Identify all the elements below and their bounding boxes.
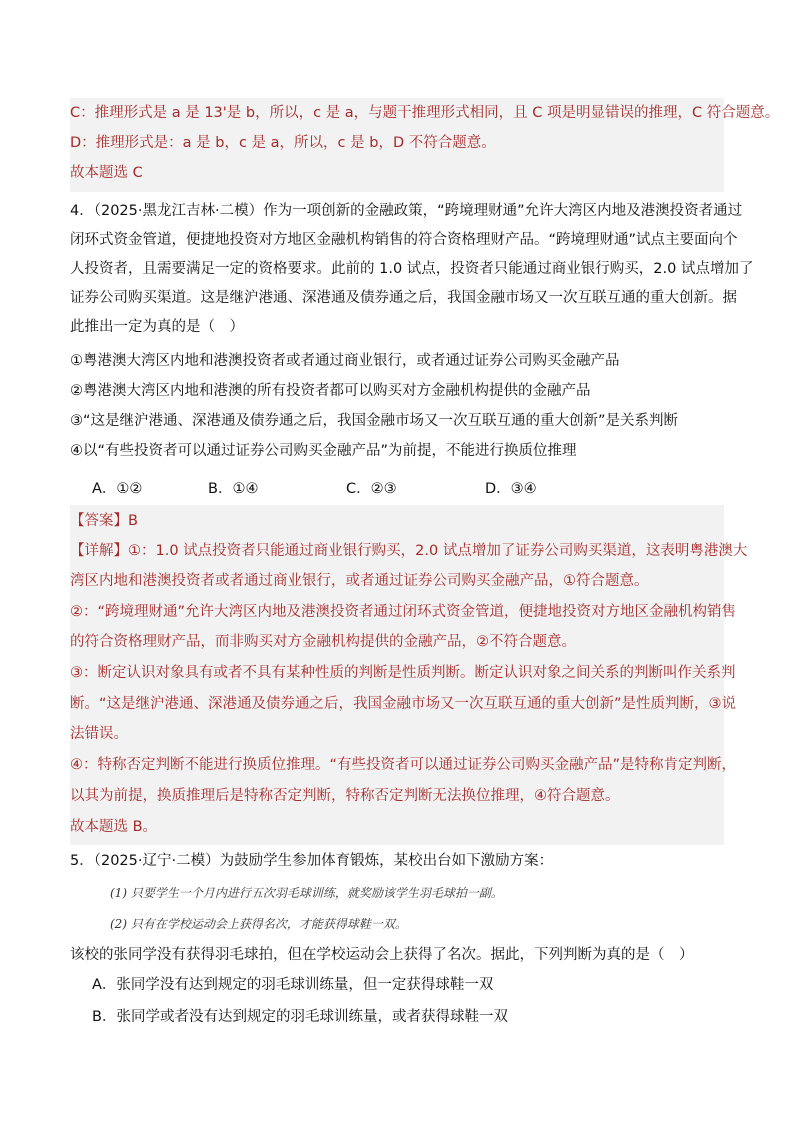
q4-line-1: 4．（2025·黑龙江吉林·二模）作为一项创新的金融政策，“跨境理财通”允许大湾区内地及港澳投资者通过: [70, 203, 743, 219]
q4-detail-3: ②：“跨境理财通”允许大湾区内地及港澳投资者通过闭环式资金管道，便捷地投资对方地区金融机构销售: [70, 604, 737, 620]
q4-option-a: A．①②: [92, 481, 143, 497]
q4-detail-9: 以其为前提，换质推理后是特称否定判断，特称否定判断无法换位推理，④符合题意。: [70, 788, 620, 804]
q4-statement-4: ④以“有些投资者可以通过证券公司购买金融产品”为前提，不能进行换质位推理: [70, 443, 577, 459]
q4-detail-1: 【详解】①：1.0 试点投资者只能通过商业银行购买，2.0 试点增加了证券公司购买渠道，这表明粤港澳大: [70, 543, 748, 559]
q4-line-2: 闭环式资金管道，便捷地投资对方地区金融机构销售的符合资格理财产品。“跨境理财通”试点主要面向个: [70, 232, 738, 248]
q5-rule-1: (1) 只要学生一个月内进行五次羽毛球训练，就奖励该学生羽毛球拍一副。: [110, 886, 503, 900]
prev-answer-block: [70, 98, 780, 192]
answer-d-line: D：推理形式是：a 是 b，c 是 a，所以，c 是 b，D 不符合题意。: [70, 135, 496, 151]
q4-line-3: 人投资者，且需要满足一定的资格要求。此前的 1.0 试点，投资者只能通过商业银行购买，2.0 试点增加了: [70, 261, 754, 277]
q4-answer-label: 【答案】B: [70, 513, 138, 529]
q5-line-2: 该校的张同学没有获得羽毛球拍，但在学校运动会上获得了名次。据此，下列判断为真的是（ ）: [70, 947, 694, 963]
q4-line-4: 证券公司购买渠道。这是继沪港通、深港通及债券通之后，我国金融市场又一次互联互通的重大创新。据: [70, 290, 737, 306]
q4-option-b: B．①④: [208, 481, 259, 497]
q5-option-b: B．张同学或者没有达到规定的羽毛球训练量，或者获得球鞋一双: [92, 1009, 508, 1025]
q4-line-5: 此推出一定为真的是（ ）: [70, 319, 244, 335]
q5-option-a: A．张同学没有达到规定的羽毛球训练量，但一定获得球鞋一双: [92, 977, 494, 993]
q4-detail-2: 湾区内地和港澳投资者或者通过商业银行，或者通过证券公司购买金融产品，①符合题意。: [70, 573, 649, 589]
q4-answer-block: [70, 505, 748, 845]
answer-c-line: C：推理形式是 a 是 13'是 b，所以，c 是 a，与题干推理形式相同，且 C 项是明显错误的推理，C 符合题意。: [70, 105, 780, 121]
q4-statement-2: ②粤港澳大湾区内地和港澳的所有投资者都可以购买对方金融机构提供的金融产品: [70, 383, 591, 399]
q4-detail-7: 法错误。: [70, 726, 128, 742]
answer-conclusion: 故本题选 C: [70, 165, 143, 181]
q4-option-d: D．③④: [485, 481, 537, 497]
q4-detail-4: 的符合资格理财产品，而非购买对方金融机构提供的金融产品，②不符合题意。: [70, 634, 576, 650]
q4-conclusion: 故本题选 B。: [70, 819, 158, 835]
q4-statement-3: ③“这是继沪港通、深港通及债券通之后，我国金融市场又一次互联互通的重大创新”是关系判断: [70, 413, 679, 429]
q4-option-c: C．②③: [346, 481, 397, 497]
q4-detail-6: 断。“这是继沪港通、深港通及债券通之后，我国金融市场又一次互联互通的重大创新”是性质判断，③说: [70, 696, 737, 712]
q5-rule-2: (2) 只有在学校运动会上获得名次，才能获得球鞋一双。: [110, 917, 407, 931]
q4-detail-5: ③：断定认识对象具有或者不具有某种性质的判断是性质判断。断定认识对象之间关系的判断叫作关系判: [70, 665, 736, 681]
q5-line-1: 5．（2025·辽宁·二模）为鼓励学生参加体育锻炼，某校出台如下激励方案：: [70, 853, 554, 869]
q4-detail-8: ④：特称否定判断不能进行换质位推理。“有些投资者可以通过证券公司购买金融产品”是特称肯定判断，: [70, 757, 737, 773]
q4-statement-1: ①粤港澳大湾区内地和港澳投资者或者通过商业银行，或者通过证券公司购买金融产品: [70, 353, 620, 369]
